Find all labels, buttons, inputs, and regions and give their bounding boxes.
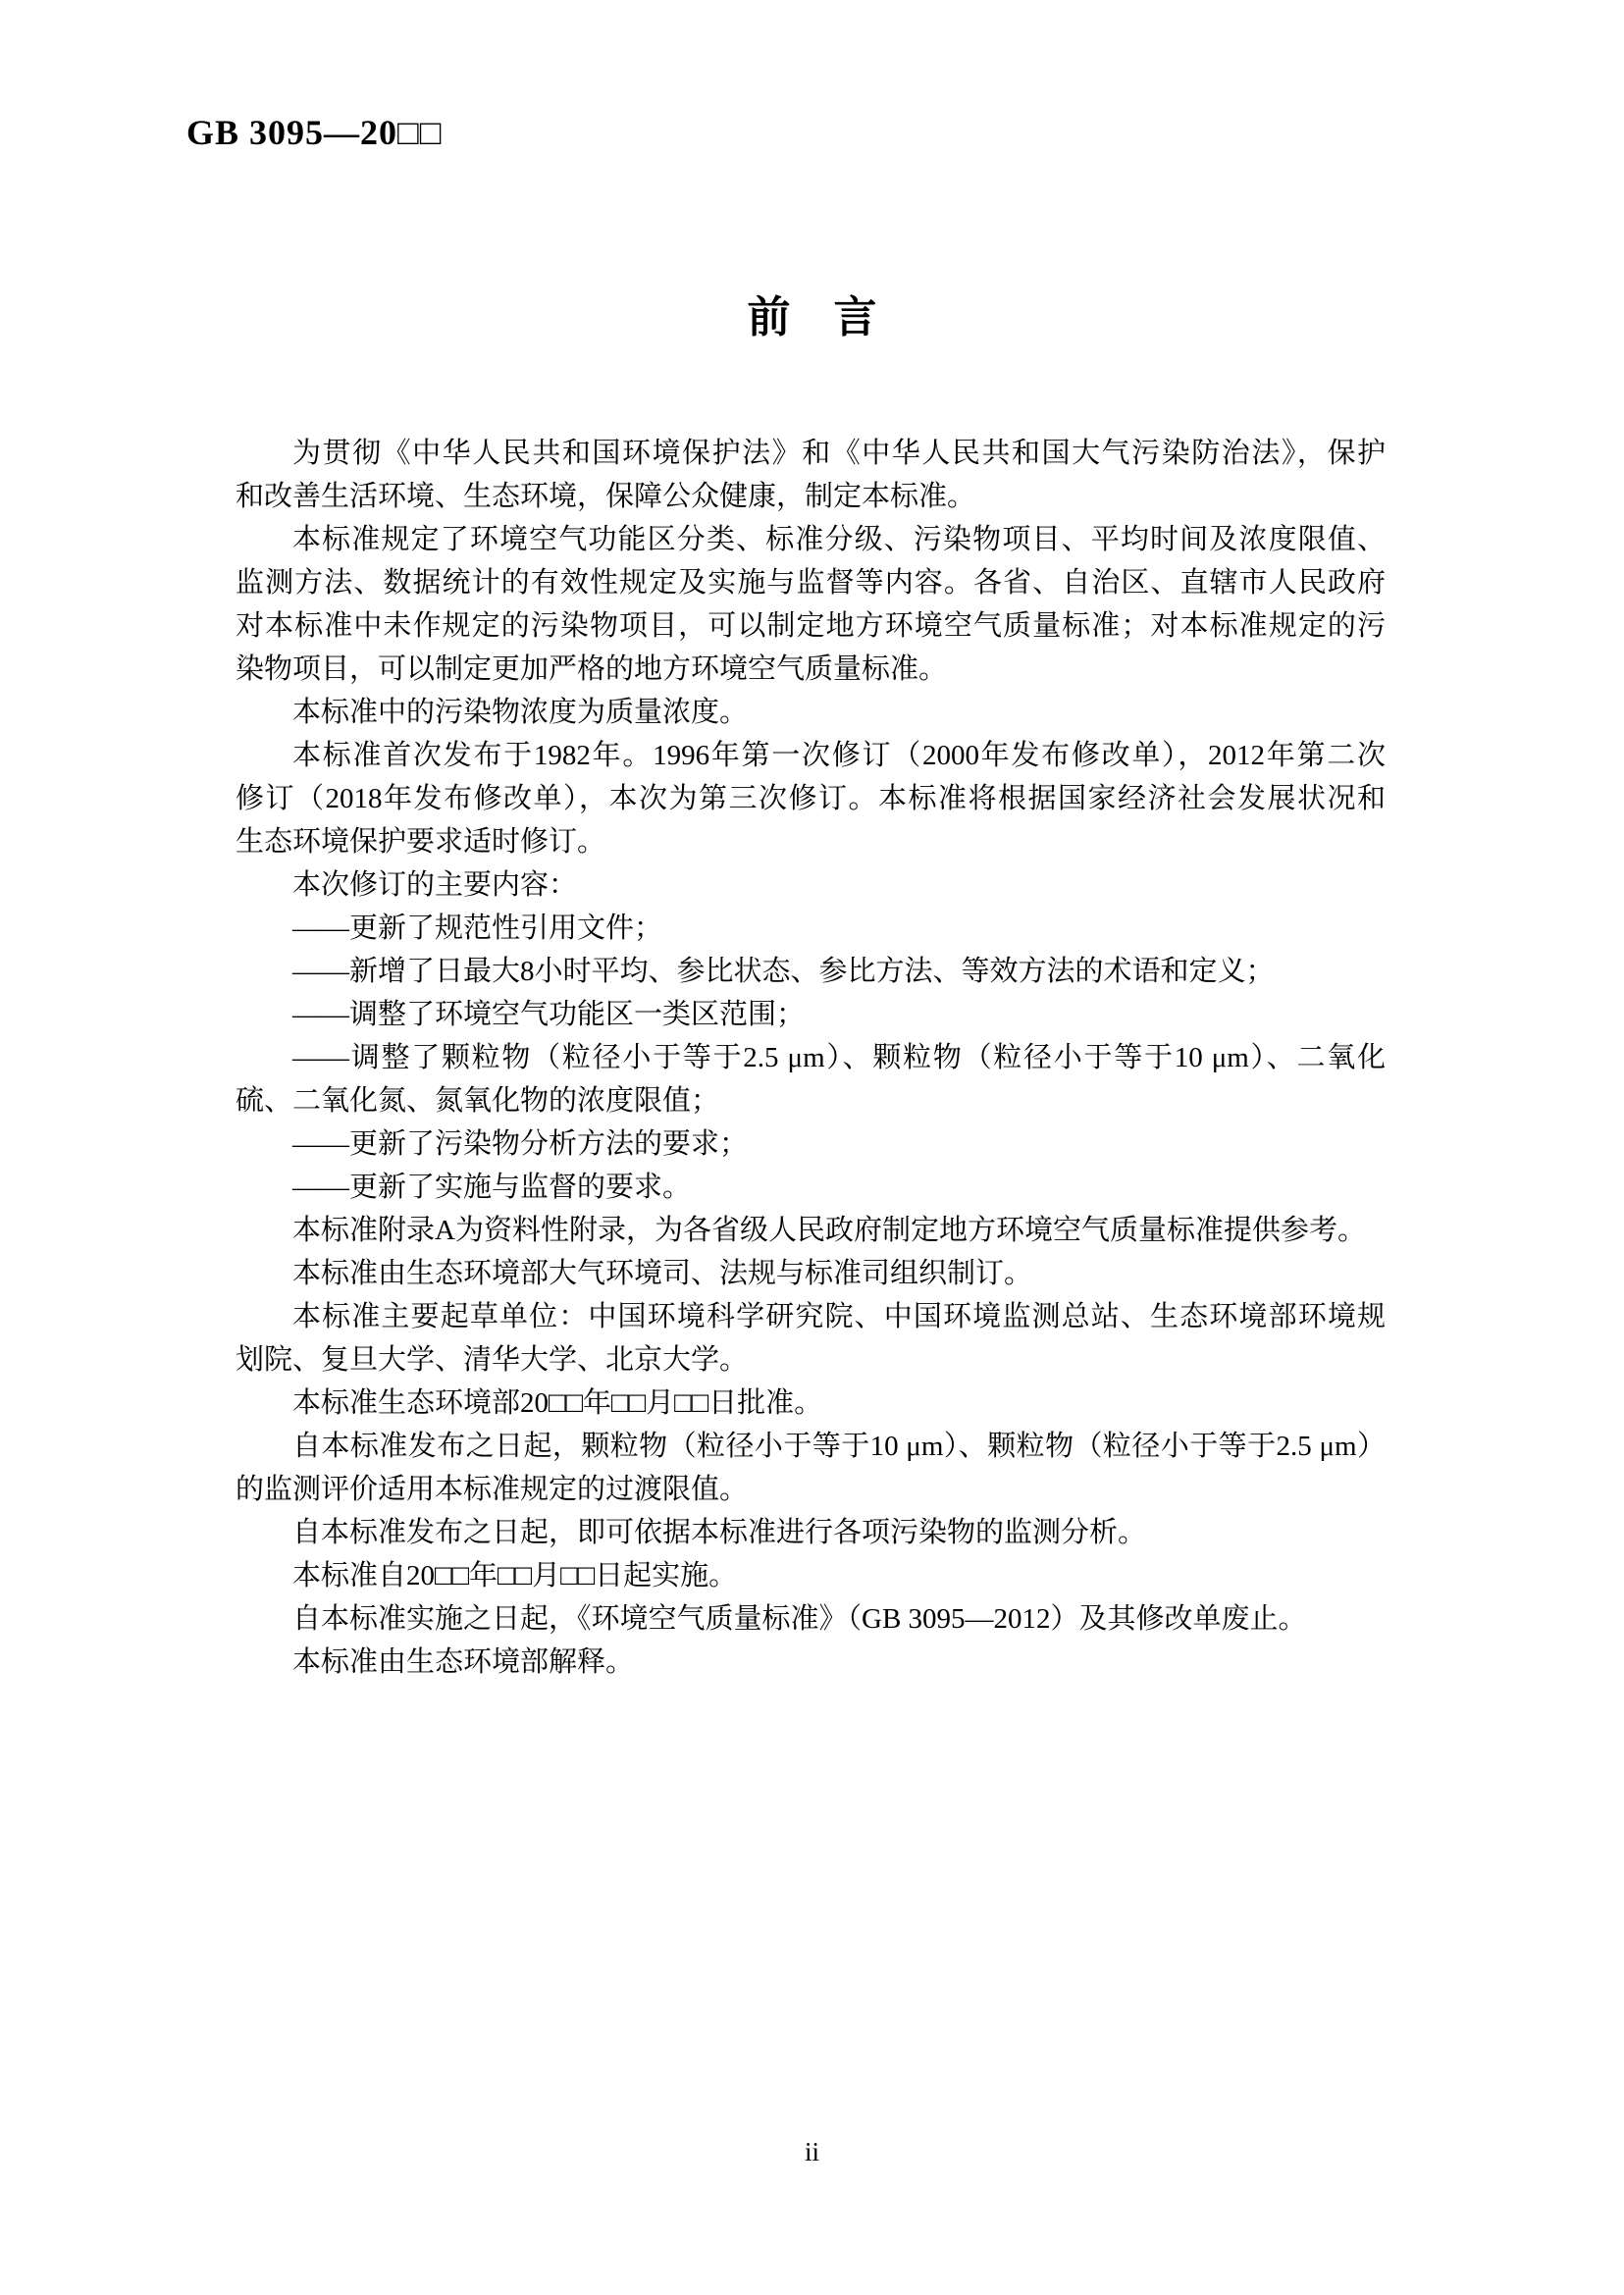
body-line: 的监测评价适用本标准规定的过渡限值。 [236,1474,749,1505]
body-line: 划院、复旦大学、清华大学、北京大学。 [236,1344,749,1376]
body-line: ——新增了日最大8小时平均、参比状态、参比方法、等效方法的术语和定义； [292,956,1275,987]
body-line: 本标准首次发布于1982年。1996年第一次修订（2000年发布修改单），2012年第二次 [292,740,1386,771]
body-line: ——调整了环境空气功能区一类区范围； [292,999,806,1030]
body-line: 本标准规定了环境空气功能区分类、标准分级、污染物项目、平均时间及浓度限值、 [292,524,1386,555]
body-line: 监测方法、数据统计的有效性规定及实施与监督等内容。各省、自治区、直辖市人民政府 [236,567,1386,599]
page-title: 前 言 [747,293,877,341]
body-line: 对本标准中未作规定的污染物项目，可以制定地方环境空气质量标准；对本标准规定的污 [236,610,1386,642]
body-line: 自本标准发布之日起，即可依据本标准进行各项污染物的监测分析。 [292,1517,1147,1548]
body-line: 本标准由生态环境部大气环境司、法规与标准司组织制订。 [292,1258,1033,1289]
document-body [236,432,1386,1684]
standard-code-header: GB 3095—20□□ [186,113,443,152]
body-line: 本标准生态环境部20□□年□□月□□日批准。 [292,1387,823,1419]
body-line: ——更新了污染物分析方法的要求； [292,1128,749,1160]
body-line: 本标准由生态环境部解释。 [292,1646,635,1678]
body-line: 修订（2018年发布修改单），本次为第三次修订。本标准将根据国家经济社会发展状况和 [236,783,1386,814]
page-number: ii [804,2137,819,2166]
body-line: 生态环境保护要求适时修订。 [236,826,606,858]
body-line: 硫、二氧化氮、氮氧化物的浓度限值； [236,1085,720,1117]
body-line: ——调整了颗粒物（粒径小于等于2.5 μm）、颗粒物（粒径小于等于10 μm）、二氧化 [292,1042,1386,1073]
body-line: 本标准主要起草单位：中国环境科学研究院、中国环境监测总站、生态环境部环境规 [292,1301,1386,1332]
body-line: ——更新了实施与监督的要求。 [292,1172,692,1203]
body-line: 自本标准实施之日起，《环境空气质量标准》（GB 3095—2012）及其修改单废止。 [292,1603,1307,1635]
body-line: 本标准中的污染物浓度为质量浓度。 [292,697,749,728]
body-line: 为贯彻《中华人民共和国环境保护法》和《中华人民共和国大气污染防治法》，保护 [292,438,1386,469]
body-line: 本次修订的主要内容： [292,869,578,901]
body-line: 本标准附录A为资料性附录，为各省级人民政府制定地方环境空气质量标准提供参考。 [292,1215,1366,1246]
body-line: 染物项目，可以制定更加严格的地方环境空气质量标准。 [236,653,948,685]
body-line: 自本标准发布之日起，颗粒物（粒径小于等于10 μm）、颗粒物（粒径小于等于2.5 μm） [292,1431,1386,1462]
body-line: 和改善生活环境、生态环境，保障公众健康，制定本标准。 [236,481,976,512]
body-line: ——更新了规范性引用文件； [292,913,663,944]
body-line: 本标准自20□□年□□月□□日起实施。 [292,1560,738,1591]
